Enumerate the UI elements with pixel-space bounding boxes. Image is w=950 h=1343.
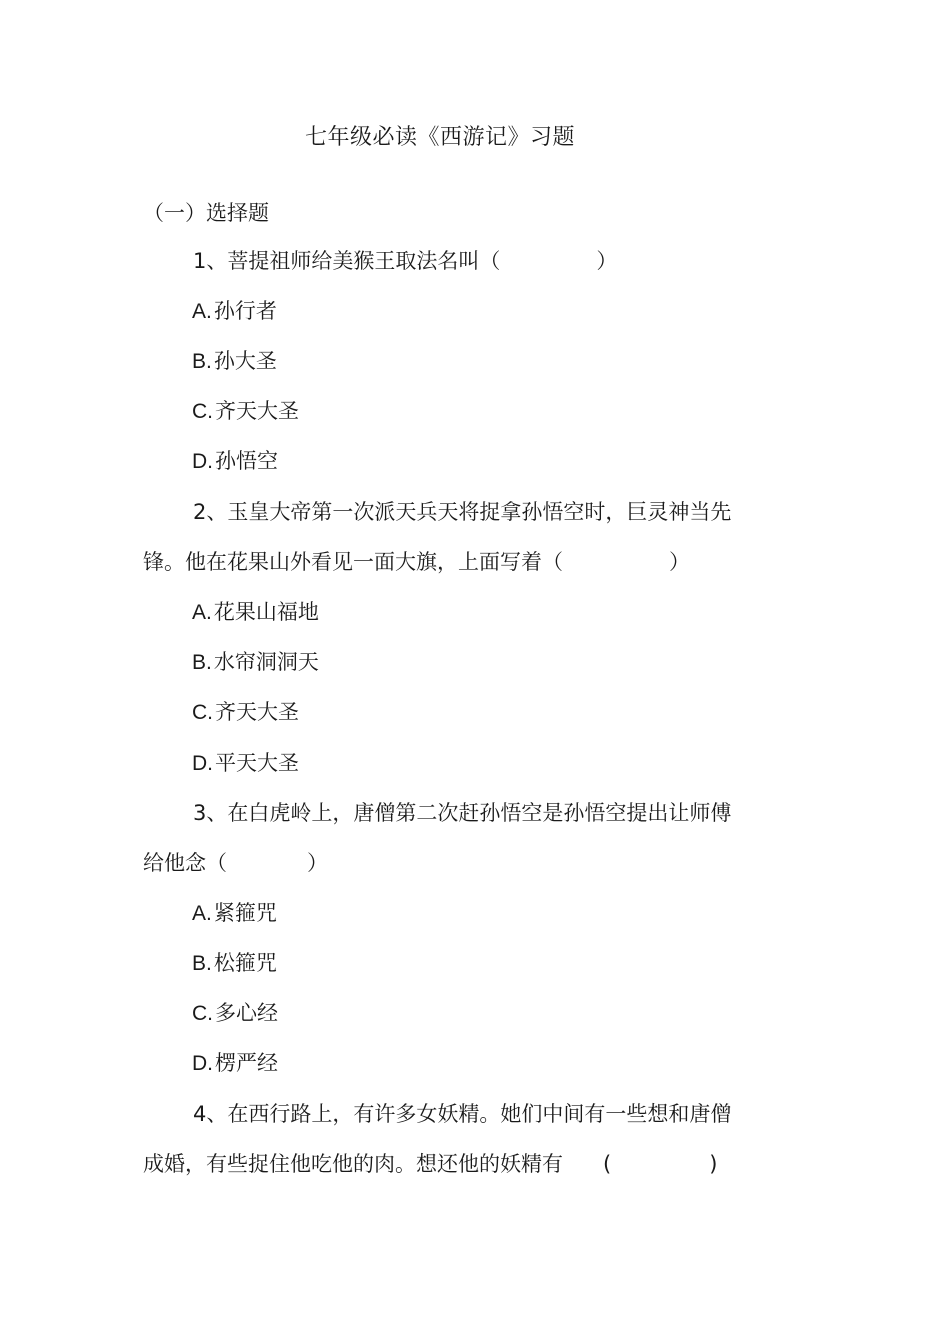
question-text: 1、菩提祖师给美猴王取法名叫（	[193, 249, 501, 273]
question-close-paren: ）	[307, 851, 328, 875]
option-c: C.齐天大圣	[192, 399, 299, 423]
option-d: D.平天大圣	[192, 751, 299, 775]
question-close-paren: ）	[596, 249, 618, 273]
question-text: 2、玉皇大帝第一次派天兵天将捉拿孙悟空时，巨灵神当先	[193, 500, 732, 524]
option-c: C.齐天大圣	[192, 700, 299, 724]
question-close-paren: ）	[669, 550, 690, 574]
option-d: D.楞严经	[192, 1051, 278, 1075]
question-2	[193, 498, 731, 526]
question-3-continued	[143, 849, 328, 877]
section-heading: （一）选择题	[143, 201, 269, 225]
option-a: A.花果山福地	[192, 600, 319, 624]
option-b: B.孙大圣	[192, 349, 277, 373]
option-b: B.松箍咒	[192, 951, 277, 975]
option-c: C.多心经	[192, 1001, 278, 1025]
question-text: 4、在西行路上，有许多女妖精。她们中间有一些想和唐僧	[193, 1102, 732, 1126]
question-4	[193, 1100, 731, 1128]
question-2-continued	[143, 548, 690, 576]
question-text: 成婚，有些捉住他吃他的肉。想还他的妖精有	[143, 1152, 563, 1176]
question-text: 锋。他在花果山外看见一面大旗，上面写着（	[143, 550, 563, 574]
question-4-continued	[143, 1150, 717, 1178]
question-open-paren: (	[603, 1152, 612, 1176]
question-text: 给他念（	[143, 851, 227, 875]
document-title: 七年级必读《西游记》习题	[304, 125, 575, 150]
option-a: A.孙行者	[192, 299, 277, 323]
question-3	[193, 799, 731, 827]
option-a: A.紧箍咒	[192, 901, 277, 925]
option-b: B.水帘洞洞天	[192, 650, 319, 674]
question-text: 3、在白虎岭上，唐僧第二次赶孙悟空是孙悟空提出让师傅	[193, 801, 732, 825]
option-d: D.孙悟空	[192, 449, 278, 473]
question-close-paren: )	[709, 1152, 718, 1176]
question-1	[193, 247, 617, 275]
